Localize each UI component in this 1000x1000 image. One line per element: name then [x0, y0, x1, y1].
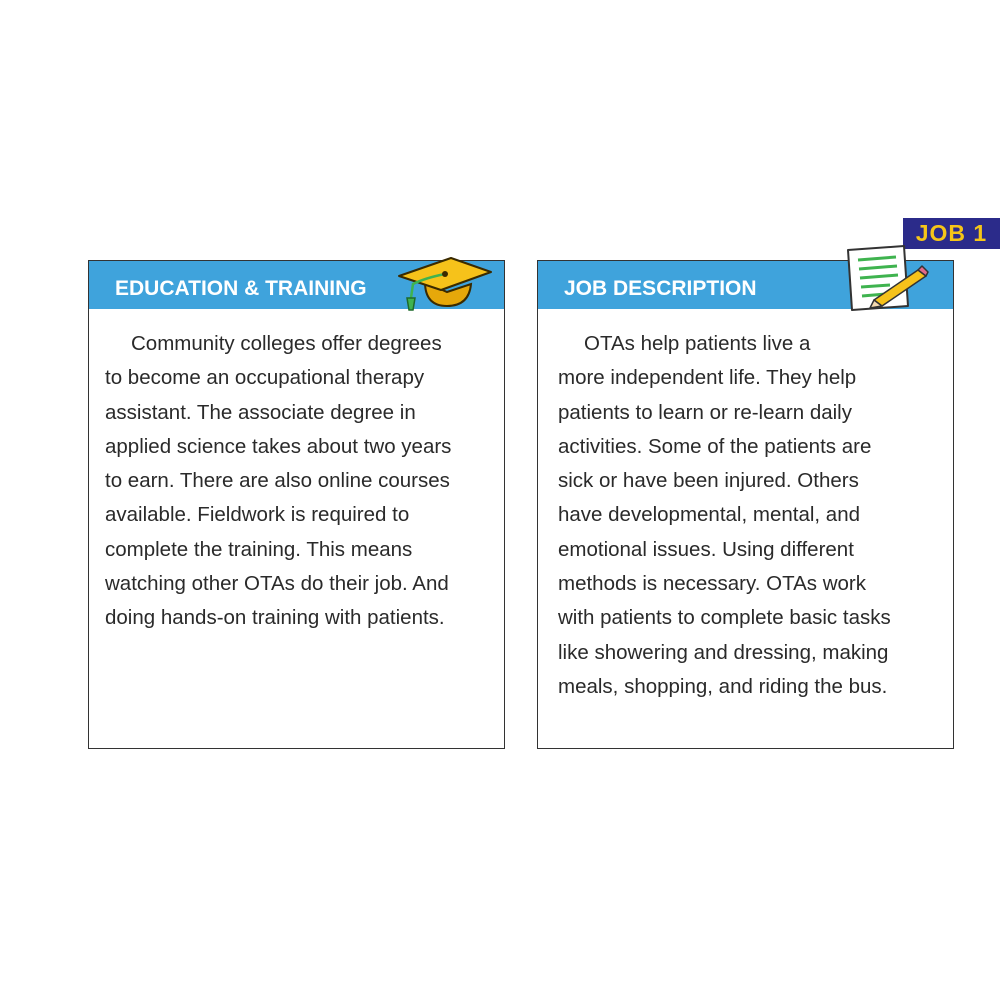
- graduation-cap-icon: [395, 248, 495, 320]
- education-training-card: [88, 260, 505, 749]
- text-line: like showering and dressing, making: [558, 640, 889, 664]
- text-line: activities. Some of the patients are: [558, 434, 872, 458]
- education-training-text: [105, 327, 500, 636]
- text-line: to earn. There are also online courses: [105, 469, 450, 493]
- job-description-text: [558, 327, 953, 704]
- text-line: have developmental, mental, and: [558, 503, 861, 527]
- text-line: OTAs help patients live a: [584, 332, 811, 355]
- text-line: with patients to complete basic tasks: [558, 606, 891, 630]
- job-badge: JOB 1: [903, 218, 1000, 249]
- education-training-header: EDUCATION & TRAINING: [89, 261, 504, 309]
- text-line: complete the training. This means: [105, 537, 413, 561]
- text-line: to become an occupational therapy: [105, 366, 425, 390]
- text-line: methods is necessary. OTAs work: [558, 572, 866, 596]
- job-description-header: JOB DESCRIPTION: [538, 261, 953, 309]
- text-line: applied science takes about two years: [105, 434, 452, 458]
- notepad-pencil-icon: [838, 244, 930, 314]
- text-line: doing hands-on training with patients.: [105, 606, 445, 630]
- text-line: emotional issues. Using different: [558, 537, 854, 561]
- job-description-card: [537, 260, 954, 749]
- text-line: more independent life. They help: [558, 366, 857, 390]
- text-line: sick or have been injured. Others: [558, 469, 859, 493]
- text-line: available. Fieldwork is required to: [105, 503, 410, 527]
- text-line: watching other OTAs do their job. And: [105, 572, 449, 596]
- text-line: assistant. The associate degree in: [105, 400, 416, 424]
- text-line: patients to learn or re-learn daily: [558, 400, 852, 424]
- text-line: meals, shopping, and riding the bus.: [558, 674, 888, 698]
- text-line: Community colleges offer degrees: [131, 332, 442, 355]
